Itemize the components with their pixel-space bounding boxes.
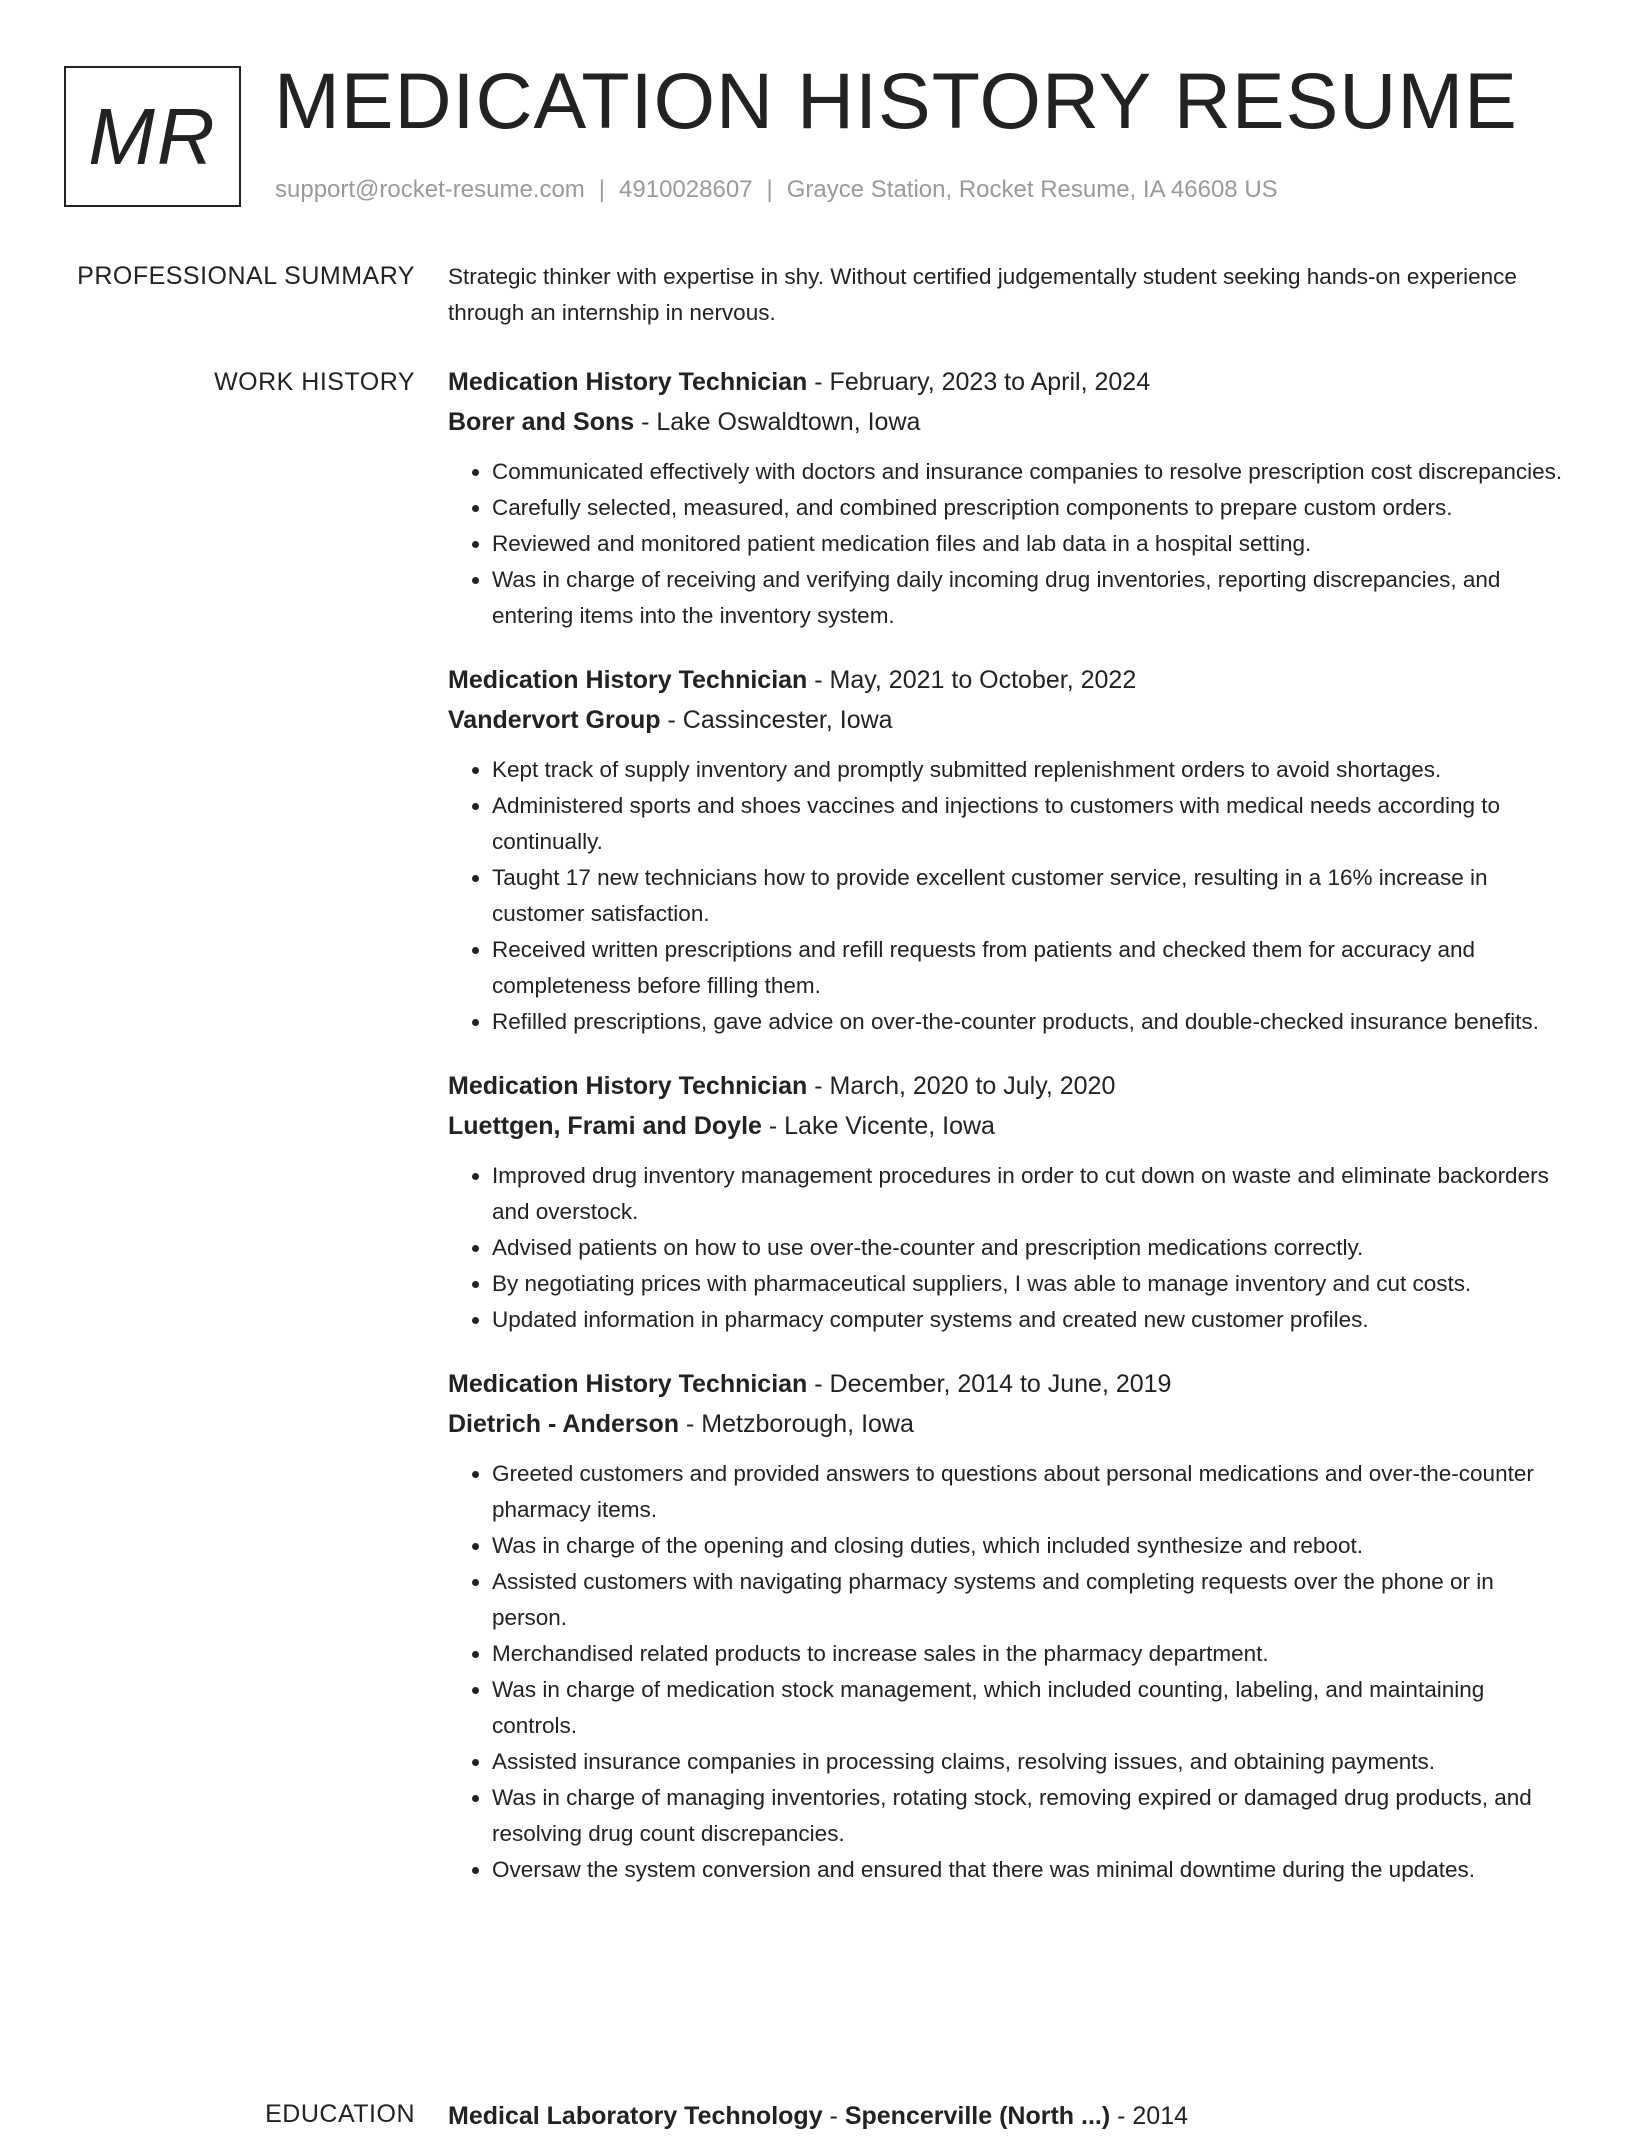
job-location: - Lake Vicente, Iowa — [761, 1112, 995, 1140]
duty-item: • Refilled prescriptions, gave advice on over-the-counter products, and double-checked insurance benefits. — [492, 1004, 1568, 1040]
duty-item: • Received written prescriptions and refill requests from patients and checked them for accuracy and completeness before filling them. — [492, 932, 1568, 1004]
contact-phone: 4910028607 — [619, 176, 753, 203]
education-school: Spencerville — [844, 2102, 993, 2130]
contact-email: support@rocket-resume.com — [275, 176, 585, 203]
job-dates: - February, 2023 to April, 2024 — [807, 368, 1151, 396]
job-title: Medication History Technician — [448, 1370, 808, 1398]
job-title-line — [448, 1364, 1568, 1404]
duty-item: • Assisted customers with navigating pharmacy systems and completing requests over the phone or in person. — [492, 1564, 1568, 1636]
duty-item: • Was in charge of the opening and closing duties, which included synthesize and reboot. — [492, 1528, 1568, 1564]
contact-address: Grayce Station, Rocket Resume, IA 46608 US — [786, 176, 1278, 203]
job-location: - Cassincester, Iowa — [660, 706, 893, 734]
contact-line — [275, 174, 1278, 206]
education-body — [448, 2096, 1568, 2136]
monogram-box — [64, 66, 241, 207]
job-company: Dietrich - Anderson — [448, 1410, 680, 1438]
monogram-initials: MR — [88, 91, 217, 181]
job-duties — [448, 752, 1568, 1040]
job-entry — [448, 1066, 1568, 1338]
duty-item: • Advised patients on how to use over-the-counter and prescription medications correctly. — [492, 1230, 1568, 1266]
job-title: Medication History Technician — [448, 666, 808, 694]
duty-item: • Taught 17 new technicians how to provide excellent customer service, resulting in a 16% increase in customer satisfaction. — [492, 860, 1568, 932]
duty-item: • Merchandised related products to increase sales in the pharmacy department. — [492, 1636, 1568, 1672]
job-company: Borer and Sons — [448, 408, 635, 436]
education-degree: Medical Laboratory Technology — [448, 2102, 823, 2130]
education-place: (North ...) — [999, 2102, 1111, 2130]
summary-body — [448, 259, 1568, 331]
duty-item: • Reviewed and monitored patient medication files and lab data in a hospital setting. — [492, 526, 1568, 562]
job-title: Medication History Technician — [448, 1072, 808, 1100]
duty-item: • Was in charge of managing inventories, rotating stock, removing expired or damaged drug products, and resolving drug count discrepancies. — [492, 1780, 1568, 1852]
section-label-summary: PROFESSIONAL SUMMARY — [77, 262, 415, 290]
duty-item: • Assisted insurance companies in processing claims, resolving issues, and obtaining payments. — [492, 1744, 1568, 1780]
education-year: 2014 — [1132, 2102, 1189, 2130]
job-company-line — [448, 1404, 1568, 1444]
education-line: Medical Laboratory Technology - Spencerville (North ...) - 2014 — [448, 2102, 1189, 2130]
job-dates: - December, 2014 to June, 2019 — [807, 1370, 1172, 1398]
job-company-line — [448, 402, 1568, 442]
job-dates: - May, 2021 to October, 2022 — [807, 666, 1137, 694]
duty-item: • Carefully selected, measured, and combined prescription components to prepare custom orders. — [492, 490, 1568, 526]
section-label-work-history: WORK HISTORY — [214, 368, 415, 396]
job-duties — [448, 1158, 1568, 1338]
job-company-line — [448, 1106, 1568, 1146]
work-history-body — [448, 362, 1568, 1914]
job-title-line — [448, 362, 1568, 402]
job-entry — [448, 660, 1568, 1040]
duty-item: • Updated information in pharmacy computer systems and created new customer profiles. — [492, 1302, 1568, 1338]
job-title: Medication History Technician — [448, 368, 808, 396]
job-entry — [448, 1364, 1568, 1888]
job-location: - Lake Oswaldtown, Iowa — [634, 408, 921, 436]
duty-item: • Oversaw the system conversion and ensured that there was minimal downtime during the updates. — [492, 1852, 1568, 1888]
duty-item: • Administered sports and shoes vaccines and injections to customers with medical needs according to continually. — [492, 788, 1568, 860]
contact-separator: | — [598, 176, 606, 203]
job-dates: - March, 2020 to July, 2020 — [807, 1072, 1116, 1100]
job-title-line — [448, 660, 1568, 700]
page-title: MEDICATION HISTORY RESUME — [274, 56, 1518, 145]
section-label-education: EDUCATION — [265, 2100, 415, 2128]
duty-item: • Communicated effectively with doctors and insurance companies to resolve prescription cost discrepancies. — [492, 454, 1568, 490]
job-location: - Metzborough, Iowa — [679, 1410, 914, 1438]
job-company-line — [448, 700, 1568, 740]
job-duties — [448, 454, 1568, 634]
duty-item: • Was in charge of receiving and verifying daily incoming drug inventories, reporting discrepancies, and entering items into the inventory system. — [492, 562, 1568, 634]
duty-item: • Improved drug inventory management procedures in order to cut down on waste and eliminate backorders and overstock. — [492, 1158, 1568, 1230]
job-title-line — [448, 1066, 1568, 1106]
duty-item: • Greeted customers and provided answers to questions about personal medications and over-the-counter pharmacy items. — [492, 1456, 1568, 1528]
duty-item: • Was in charge of medication stock management, which included counting, labeling, and maintaining controls. — [492, 1672, 1568, 1744]
duty-item: • Kept track of supply inventory and promptly submitted replenishment orders to avoid shortages. — [492, 752, 1568, 788]
job-duties — [448, 1456, 1568, 1888]
contact-separator: | — [766, 176, 773, 203]
job-company: Vandervort Group — [448, 706, 661, 734]
duty-item: • By negotiating prices with pharmaceutical suppliers, I was able to manage inventory and cut costs. — [492, 1266, 1568, 1302]
job-company: Luettgen, Frami and Doyle — [448, 1112, 762, 1140]
job-entry — [448, 362, 1568, 634]
summary-text: Strategic thinker with expertise in shy. Without certified judgementally student seeking hands-on experience through an internship in nervous. — [448, 264, 1517, 325]
